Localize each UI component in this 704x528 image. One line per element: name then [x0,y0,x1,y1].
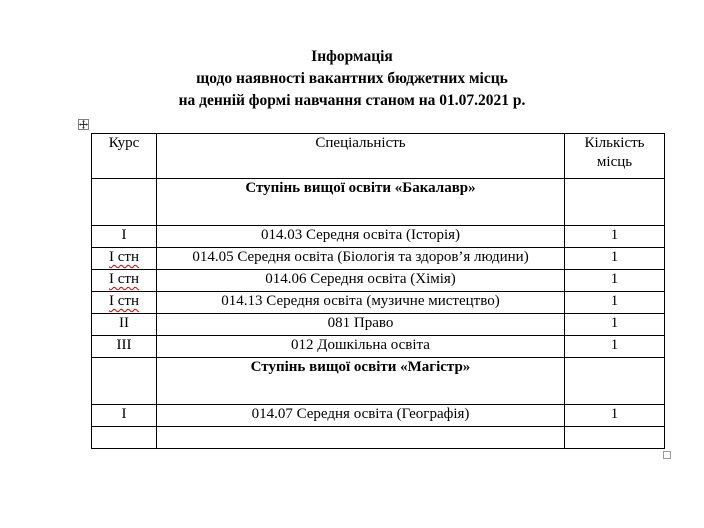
resize-square-icon[interactable] [663,451,671,459]
table-row [92,314,665,336]
section-row-master [92,358,665,405]
section-cell-empty [565,179,665,226]
specialty-cell: 081 Право [157,314,565,336]
header-count-line1: Кількість [584,135,645,151]
specialty-cell: 014.07 Середня освіта (Географія) [157,405,565,427]
empty-cell [92,427,157,449]
course-cell: I [92,226,157,248]
section-cell-empty [92,179,157,226]
course-cell [92,292,157,314]
table-row [92,336,665,358]
specialty-cell: 014.03 Середня освіта (Історія) [157,226,565,248]
count-cell: 1 [565,314,665,336]
course-text: I стн [109,271,139,287]
count-cell: 1 [565,270,665,292]
count-cell: 1 [565,292,665,314]
table-row [92,292,665,314]
course-cell: II [92,314,157,336]
empty-cell [565,427,665,449]
table-header-row [92,134,665,179]
course-cell: I [92,405,157,427]
specialty-cell: 014.13 Середня освіта (музичне мистецтво) [157,292,565,314]
header-count [565,134,665,179]
document-title [0,46,704,112]
course-cell [92,270,157,292]
header-course: Курс [92,134,157,179]
title-line-2: щодо наявності вакантних бюджетних місць [196,70,508,87]
table-row [92,226,665,248]
table-row [92,270,665,292]
count-cell: 1 [565,405,665,427]
section-heading-master: Ступінь вищої освіти «Магістр» [157,358,565,405]
title-line-1: Інформація [311,48,393,65]
section-row-bachelor [92,179,665,226]
table-row [92,405,665,427]
specialty-cell: 012 Дошкільна освіта [157,336,565,358]
header-count-line2: місць [596,154,633,170]
count-cell: 1 [565,248,665,270]
specialty-cell: 014.05 Середня освіта (Біологія та здоров’я людини) [157,248,565,270]
count-cell: 1 [565,226,665,248]
specialty-cell: 014.06 Середня освіта (Хімія) [157,270,565,292]
course-cell: III [92,336,157,358]
course-text: I стн [109,249,139,265]
header-specialty: Спеціальність [157,134,565,179]
vacancies-table [91,133,665,449]
move-cross-icon[interactable] [78,119,89,130]
count-cell: 1 [565,336,665,358]
empty-cell [157,427,565,449]
table-row [92,248,665,270]
table-row-empty [92,427,665,449]
course-text: I стн [109,293,139,309]
section-cell-empty [565,358,665,405]
course-cell [92,248,157,270]
title-line-3: на денній формі навчання станом на 01.07.2021 р. [178,92,526,109]
section-heading-bachelor: Ступінь вищої освіти «Бакалавр» [157,179,565,226]
section-cell-empty [92,358,157,405]
